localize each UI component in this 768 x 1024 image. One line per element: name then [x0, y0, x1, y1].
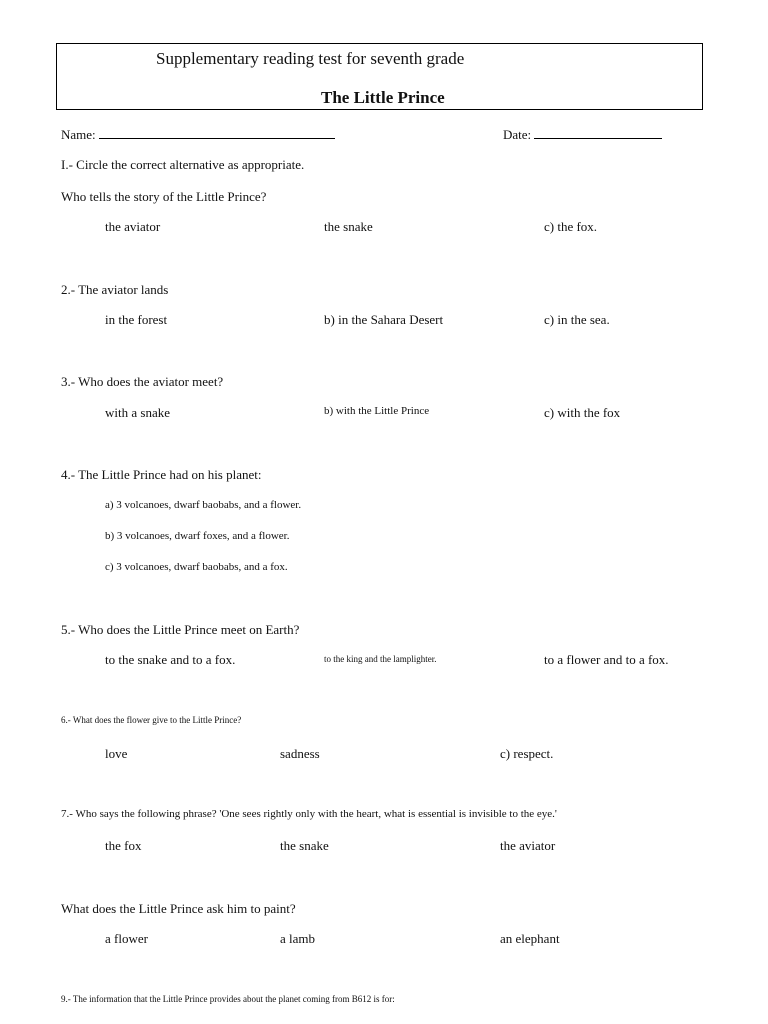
- answer-option[interactable]: a) 3 volcanoes, dwarf baobabs, and a flower.: [105, 499, 302, 511]
- date-field-row: [503, 127, 662, 143]
- answer-option[interactable]: b) with the Little Prince: [324, 405, 430, 417]
- answer-option[interactable]: the fox: [105, 838, 142, 853]
- answer-option[interactable]: to the snake and to a fox.: [105, 652, 236, 667]
- answer-option[interactable]: a flower: [105, 931, 148, 946]
- question-text: 6.- What does the flower give to the Little Prince?: [61, 715, 242, 725]
- name-blank[interactable]: [99, 137, 335, 139]
- date-label: Date:: [503, 127, 532, 142]
- test-subtitle: Supplementary reading test for seventh grade: [156, 49, 465, 68]
- name-field-row: [61, 127, 335, 143]
- answer-option[interactable]: c) in the sea.: [544, 312, 610, 327]
- question-text: 5.- Who does the Little Prince meet on Earth?: [61, 622, 300, 637]
- answer-option[interactable]: the snake: [324, 219, 373, 234]
- question-text: Who tells the story of the Little Prince?: [61, 189, 267, 204]
- answer-option[interactable]: to the king and the lamplighter.: [324, 654, 437, 664]
- date-blank[interactable]: [534, 137, 662, 139]
- answer-option[interactable]: the snake: [280, 838, 329, 853]
- answer-option[interactable]: in the forest: [105, 312, 168, 327]
- question-text: 3.- Who does the aviator meet?: [61, 374, 224, 389]
- question-text: 7.- Who says the following phrase? 'One sees rightly only with the heart, what is essential is invisible to the eye.': [61, 808, 557, 820]
- answer-option[interactable]: with a snake: [105, 405, 170, 420]
- question-text: 9.- The information that the Little Prince provides about the planet coming from B612 is for:: [61, 994, 395, 1004]
- test-title: The Little Prince: [321, 88, 445, 107]
- answer-option[interactable]: c) the fox.: [544, 219, 598, 234]
- name-label: Name:: [61, 127, 96, 142]
- instructions: I.- Circle the correct alternative as appropriate.: [61, 157, 305, 172]
- question-text: 4.- The Little Prince had on his planet:: [61, 467, 262, 482]
- answer-option[interactable]: a lamb: [280, 931, 316, 946]
- question-text: 2.- The aviator lands: [61, 282, 169, 297]
- answer-option[interactable]: c) 3 volcanoes, dwarf baobabs, and a fox.: [105, 561, 288, 573]
- answer-option[interactable]: an elephant: [500, 931, 560, 946]
- question-text: What does the Little Prince ask him to paint?: [61, 901, 296, 916]
- answer-option[interactable]: b) 3 volcanoes, dwarf foxes, and a flower.: [105, 530, 290, 542]
- answer-option[interactable]: love: [105, 746, 128, 761]
- answer-option[interactable]: c) respect.: [500, 746, 554, 761]
- answer-option[interactable]: sadness: [280, 746, 320, 761]
- answer-option[interactable]: b) in the Sahara Desert: [324, 312, 444, 327]
- answer-option[interactable]: c) with the fox: [544, 405, 621, 420]
- answer-option[interactable]: the aviator: [105, 219, 161, 234]
- answer-option[interactable]: the aviator: [500, 838, 556, 853]
- answer-option[interactable]: to a flower and to a fox.: [544, 652, 669, 667]
